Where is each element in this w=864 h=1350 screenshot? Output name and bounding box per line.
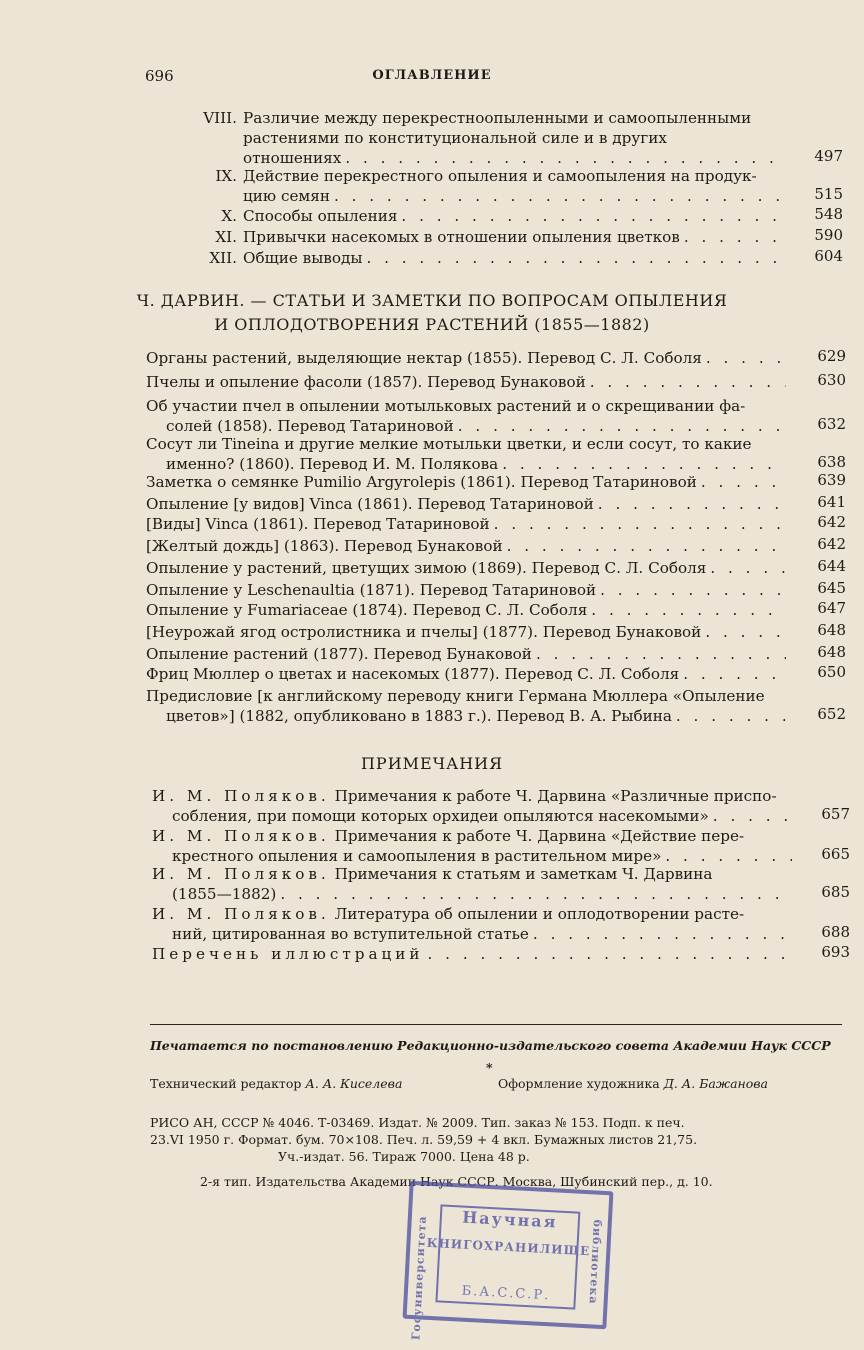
- article-entry: [146, 513, 846, 534]
- entry-title: именно? (1860). Перевод И. М. Полякова: [166, 455, 499, 473]
- chapter-roman-numeral: XI.: [215, 228, 237, 246]
- page-ref: 657: [821, 805, 850, 823]
- stamp-left-text: Госуниверситета: [409, 1215, 429, 1341]
- page-ref: 688: [821, 923, 850, 941]
- article-entry: [146, 371, 846, 392]
- article-entry: [146, 557, 846, 578]
- entry-title: Опыление растений (1877). Перевод Бунаковой: [146, 645, 532, 663]
- leader-dots: [701, 472, 786, 492]
- chapter-roman-numeral: X.: [221, 207, 237, 225]
- entry-title: Опыление у растений, цветущих зимою (1869). Перевод С. Л. Соболя: [146, 559, 707, 577]
- entry-line: Предисловие [к английскому переводу книги Германа Мюллера «Опыление: [146, 687, 765, 705]
- chapter-entry: [215, 226, 843, 247]
- note-author: И. М. Поляков.: [152, 865, 330, 883]
- page-ref: 665: [821, 845, 850, 863]
- page-ref: 693: [821, 943, 850, 961]
- approval-line: Печатается по постановлению Редакционно-издательского совета Академии Наук СССР: [150, 1038, 831, 1053]
- article-entry: [146, 347, 846, 368]
- entry-title: Фриц Мюллер о цветах и насекомых (1877). Перевод С. Л. Соболя: [146, 665, 680, 683]
- imprint-line-1: РИСО АН, СССР № 4046. Т-03469. Издат. № 2009. Тип. заказ № 153. Подп. к печ.: [150, 1115, 685, 1130]
- article-entry: [146, 471, 846, 492]
- entry-line: Примечания к статьям и заметкам Ч. Дарвина: [334, 865, 713, 883]
- note-author: И. М. Поляков.: [152, 905, 330, 923]
- leader-dots: [280, 884, 792, 904]
- leader-dots: [676, 706, 786, 726]
- entry-title: собления, при помощи которых орхидеи опыляются насекомыми»: [172, 807, 709, 825]
- entry-title: Способы опыления: [243, 207, 398, 225]
- entry-title: Опыление у Fumariaceae (1874). Перевод С. Л. Соболя: [146, 601, 588, 619]
- entry-title: отношениях: [243, 149, 342, 167]
- imprint-line-2: 23.VI 1950 г. Формат. бум. 70×108. Печ. л. 59,59 + 4 вкл. Бумажных листов 21,75.: [150, 1132, 698, 1147]
- entry-title: Общие выводы: [243, 249, 363, 267]
- page-ref: 590: [814, 226, 843, 244]
- leader-dots: [598, 494, 786, 514]
- leader-dots: [502, 454, 786, 474]
- article-entry: [146, 493, 846, 514]
- page-ref: 647: [817, 599, 846, 617]
- chapter-entry: [215, 166, 843, 206]
- leader-dots: [684, 227, 783, 247]
- entry-title: Перечень иллюстраций: [152, 945, 424, 963]
- note-entry: [152, 904, 850, 944]
- entry-title: Пчелы и опыление фасоли (1857). Перевод Бунаковой: [146, 373, 586, 391]
- chapter-roman-numeral: IX.: [215, 167, 237, 185]
- page-ref: 630: [817, 371, 846, 389]
- entry-line: Действие перекрестного опыления и самоопыления на продук-: [243, 167, 757, 185]
- entry-line: растениями по конституциональной силе и в других: [243, 129, 667, 147]
- page-ref: 515: [814, 185, 843, 203]
- page-ref: 629: [817, 347, 846, 365]
- entry-title: солей (1858). Перевод Татариновой: [166, 417, 454, 435]
- leader-dots: [494, 514, 786, 534]
- page-ref: 652: [817, 705, 846, 723]
- chapter-roman-numeral: VIII.: [203, 109, 237, 127]
- leader-dots: [458, 416, 786, 436]
- page-ref: 642: [817, 513, 846, 531]
- entry-line: Об участии пчел в опылении мотыльковых растений и о скрещивании фа-: [146, 397, 746, 415]
- note-author: И. М. Поляков.: [152, 827, 330, 845]
- stamp-middle-text: КНИГОХРАНИЛИЩЕ: [426, 1235, 591, 1259]
- entry-title: ний, цитированная во вступительной статье: [172, 925, 529, 943]
- leader-dots: [706, 348, 786, 368]
- printer-line: 2-я тип. Издательства Академии Наук СССР. Москва, Шубинский пер., д. 10.: [200, 1174, 713, 1189]
- note-entry: [152, 943, 850, 964]
- entry-line: Сосут ли Tineina и другие мелкие мотыльки цветки, и если сосут, то какие: [146, 435, 752, 453]
- article-entry: [146, 686, 846, 726]
- entry-line: Литература об опылении и оплодотворении расте-: [334, 905, 745, 923]
- design-label: Оформление художника: [498, 1076, 660, 1091]
- running-title: ОГЛАВЛЕНИЕ: [372, 68, 492, 83]
- darwin-section-title-2: И ОПЛОДОТВОРЕНИЯ РАСТЕНИЙ (1855—1882): [214, 315, 650, 334]
- page-ref: 638: [817, 453, 846, 471]
- stamp-bottom-text: Б.А.С.С.Р.: [461, 1283, 551, 1304]
- library-stamp: [403, 1181, 614, 1341]
- design-credit: [498, 1076, 768, 1091]
- note-entry: [152, 786, 850, 826]
- leader-dots: [536, 644, 786, 664]
- page-ref: 648: [817, 643, 846, 661]
- leader-dots: [713, 806, 792, 826]
- entry-title: (1855—1882): [172, 885, 277, 903]
- entry-title: Заметка о семянке Pumilio Argyrolepis (1861). Перевод Татариновой: [146, 473, 697, 491]
- leader-dots: [665, 846, 792, 866]
- leader-dots: [683, 664, 786, 684]
- imprint-star: *: [486, 1060, 493, 1075]
- page-ref: 604: [814, 247, 843, 265]
- leader-dots: [507, 536, 786, 556]
- page-ref: 632: [817, 415, 846, 433]
- entry-title: цветов»] (1882, опубликовано в 1883 г.). Перевод В. А. Рыбина: [166, 707, 672, 725]
- leader-dots: [590, 372, 786, 392]
- chapter-entry: [209, 247, 843, 268]
- entry-title: Опыление [у видов] Vinca (1861). Перевод Татариновой: [146, 495, 594, 513]
- entry-title: Опыление у Leschenaultia (1871). Перевод Татариновой: [146, 581, 597, 599]
- article-entry: [146, 579, 846, 600]
- entry-line: Примечания к работе Ч. Дарвина «Действие пере-: [334, 827, 745, 845]
- page-ref: 648: [817, 621, 846, 639]
- page-ref: 497: [814, 147, 843, 165]
- article-entry: [146, 396, 846, 436]
- entry-line: Различие между перекрестноопыленными и самоопыленными: [243, 109, 752, 127]
- article-entry: [146, 599, 846, 620]
- page-ref: 645: [817, 579, 846, 597]
- entry-title: цию семян: [243, 187, 330, 205]
- imprint-line-3: Уч.-издат. 56. Тираж 7000. Цена 48 р.: [278, 1149, 530, 1164]
- article-entry: [146, 643, 846, 664]
- note-author: И. М. Поляков.: [152, 787, 330, 805]
- leader-dots: [334, 186, 783, 206]
- chapter-entry: [221, 205, 843, 226]
- article-entry: [146, 434, 846, 474]
- note-entry: [152, 826, 850, 866]
- article-entry: [146, 621, 846, 642]
- page-ref: 685: [821, 883, 850, 901]
- leader-dots: [345, 148, 783, 168]
- tech-editor-label: Технический редактор: [150, 1076, 302, 1091]
- design-name: Д. А. Бажанова: [663, 1076, 769, 1091]
- leader-dots: [705, 622, 786, 642]
- page-number: 696: [145, 67, 174, 85]
- page-ref: 642: [817, 535, 846, 553]
- entry-title: Привычки насекомых в отношении опыления цветков: [243, 228, 680, 246]
- entry-title: крестного опыления и самоопыления в растительном мире»: [172, 847, 662, 865]
- entry-line: Примечания к работе Ч. Дарвина «Различные приспо-: [334, 787, 777, 805]
- chapter-roman-numeral: XII.: [209, 249, 237, 267]
- page-ref: 641: [817, 493, 846, 511]
- leader-dots: [401, 206, 783, 226]
- page-ref: 639: [817, 471, 846, 489]
- entry-title: [Неурожай ягод остролистника и пчелы] (1877). Перевод Бунаковой: [146, 623, 702, 641]
- darwin-section-title-1: Ч. ДАРВИН. — СТАТЬИ И ЗАМЕТКИ ПО ВОПРОСАМ ОПЫЛЕНИЯ: [136, 291, 728, 310]
- stamp-right-text: библиотека: [586, 1219, 604, 1305]
- stamp-top-text: Научная: [461, 1207, 558, 1232]
- entry-title: [Желтый дождь] (1863). Перевод Бунаковой: [146, 537, 503, 555]
- leader-dots: [533, 924, 792, 944]
- leader-dots: [710, 558, 786, 578]
- entry-title: Органы растений, выделяющие нектар (1855). Перевод С. Л. Соболя: [146, 349, 702, 367]
- leader-dots: [600, 580, 786, 600]
- article-entry: [146, 663, 846, 684]
- tech-editor: [150, 1076, 402, 1091]
- leader-dots: [591, 600, 786, 620]
- tech-editor-name: А. А. Киселева: [305, 1076, 403, 1091]
- divider-rule: [150, 1024, 842, 1025]
- notes-section-title: ПРИМЕЧАНИЯ: [360, 754, 504, 773]
- article-entry: [146, 535, 846, 556]
- note-entry: [152, 864, 850, 904]
- page-ref: 650: [817, 663, 846, 681]
- leader-dots: [428, 944, 792, 964]
- leader-dots: [366, 248, 783, 268]
- page-ref: 548: [814, 205, 843, 223]
- chapter-entry: [203, 108, 843, 168]
- page-ref: 644: [817, 557, 846, 575]
- entry-title: [Виды] Vinca (1861). Перевод Татариновой: [146, 515, 490, 533]
